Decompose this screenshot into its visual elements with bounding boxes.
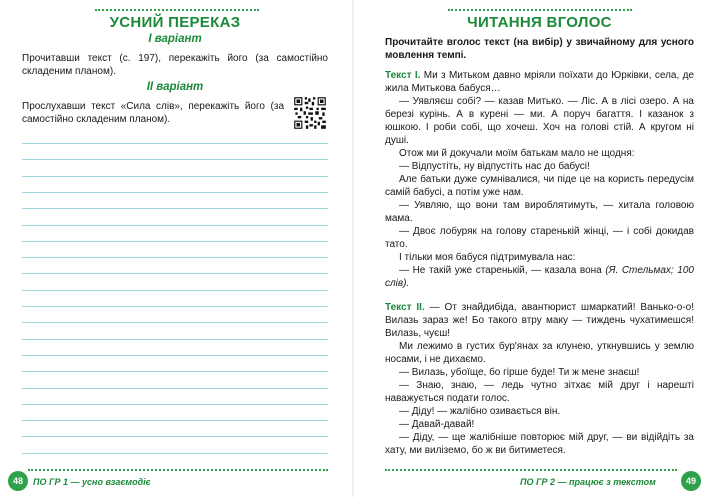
text-1-label: Текст I. xyxy=(385,70,421,81)
text-1-paragraph: Але батьки дуже сумнівалися, чи піде це на користь передусім самій бабусі, а потім уже нам. xyxy=(385,174,694,198)
writing-line[interactable] xyxy=(22,453,328,454)
qr-code-icon[interactable] xyxy=(293,96,327,130)
writing-line[interactable] xyxy=(22,143,328,144)
writing-line[interactable] xyxy=(22,404,328,405)
right-content xyxy=(385,36,694,457)
writing-line[interactable] xyxy=(22,241,328,242)
writing-line[interactable] xyxy=(22,225,328,226)
writing-line[interactable] xyxy=(22,290,328,291)
writing-line[interactable] xyxy=(22,192,328,193)
writing-line[interactable] xyxy=(22,257,328,258)
writing-line[interactable] xyxy=(22,159,328,160)
text-1-paragraph: — Двоє лобуряк на голову старенькій жінці, — і собі докидав тато. xyxy=(385,226,694,250)
text-1-paragraph: — Не такій уже старенькій, — казала вона (Я. Стельмах; 100 слів). xyxy=(385,265,694,289)
writing-line[interactable] xyxy=(22,306,328,307)
text-2-paragraph: Ми лежимо в густих бур'янах за клунею, уткнувшись у землю носами, і не дихаємо. xyxy=(385,341,694,365)
variant-2-heading: II варіант xyxy=(146,81,204,93)
reading-instructions: Прочитайте вголос текст (на вибір) у звичайному для усного мовлення темпі. xyxy=(385,37,694,61)
footer-text: ПО ГР 1 — усно взаємодіє xyxy=(33,477,151,487)
text-2-paragraph: — Діду! — жалібно озивається він. xyxy=(399,406,561,417)
footer-dotted-rule xyxy=(385,469,677,471)
page-title: ЧИТАННЯ ВГОЛОС xyxy=(467,14,612,31)
writing-line[interactable] xyxy=(22,371,328,372)
writing-line[interactable] xyxy=(22,322,328,323)
text-2-opening: Текст II. — От знайдибіда, авантюрист шмаркатий! Ванько-о-о! Вилазь зараз же! Бо такого втру маку — тиждень чухатимешся! Вилазь, чуєш! xyxy=(385,302,695,339)
text-2-paragraph: — Вилазь, убоїще, бо гірше буде! Ти ж мене знаєш! xyxy=(399,367,640,378)
writing-line[interactable] xyxy=(22,273,328,274)
text-1-source: (Я. Стельмах; 100 слів). xyxy=(385,265,694,289)
task-2-text: Прослухавши текст «Сила слів», перекажіть його (за самостійно складеним планом). xyxy=(22,101,284,125)
footer-text: ПО ГР 2 — працює з текстом xyxy=(520,477,656,487)
text-2-paragraph: — Діду, — ще жалібніше повторює мій друг, — ви відійдіть за хату, ми виліземо, бо ж ви битиметеся. xyxy=(385,432,694,456)
page-number: 49 xyxy=(681,471,701,491)
writing-line[interactable] xyxy=(22,176,328,177)
text-1-paragraph: І тільки моя бабуся підтримувала нас: xyxy=(399,252,576,263)
text-2-label: Текст II. xyxy=(385,302,425,313)
writing-line[interactable] xyxy=(22,339,328,340)
writing-line[interactable] xyxy=(22,355,328,356)
writing-line[interactable] xyxy=(22,436,328,437)
footer-dotted-rule xyxy=(28,469,328,471)
page-title: УСНИЙ ПЕРЕКАЗ xyxy=(109,14,241,31)
book-spine xyxy=(352,0,354,497)
task-1-text: Прочитавши текст (с. 197), перекажіть його (за самостійно складеним планом). xyxy=(22,53,328,77)
text-1-paragraph: Отож ми й докучали моїм батькам мало не щодня: xyxy=(399,148,635,159)
text-2-paragraph: — Давай-давай! xyxy=(399,419,475,430)
writing-line[interactable] xyxy=(22,208,328,209)
text-1-paragraph: — Уявляю, що вони там вироблятимуть, — хитала головою мама. xyxy=(385,200,694,224)
writing-line[interactable] xyxy=(22,388,328,389)
text-2-paragraph: — Знаю, знаю, — ледь чутно зітхає мій друг і нарешті наважується подати голос. xyxy=(385,380,694,404)
variant-1-heading: I варіант xyxy=(148,33,202,45)
text-1-paragraph: — Відпустіть, ну відпустіть нас до бабусі! xyxy=(399,161,590,172)
text-1-opening: Текст I. Ми з Митьком давно мріяли поїхати до Юрківки, села, де жила Митькова бабуся… xyxy=(385,70,694,94)
writing-line[interactable] xyxy=(22,420,328,421)
text-1-paragraph: — Уявляєш собі? — казав Митько. — Ліс. А в лісі озеро. А на березі курінь. А в курені — ми. А поруч багаття. І казанок з юшкою. І роби собі, що хочеш. Хоч на голові стій. А кругом ні душі. xyxy=(385,96,694,146)
page-number: 48 xyxy=(8,471,28,491)
top-dotted-rule xyxy=(95,9,259,11)
top-dotted-rule xyxy=(448,9,632,11)
